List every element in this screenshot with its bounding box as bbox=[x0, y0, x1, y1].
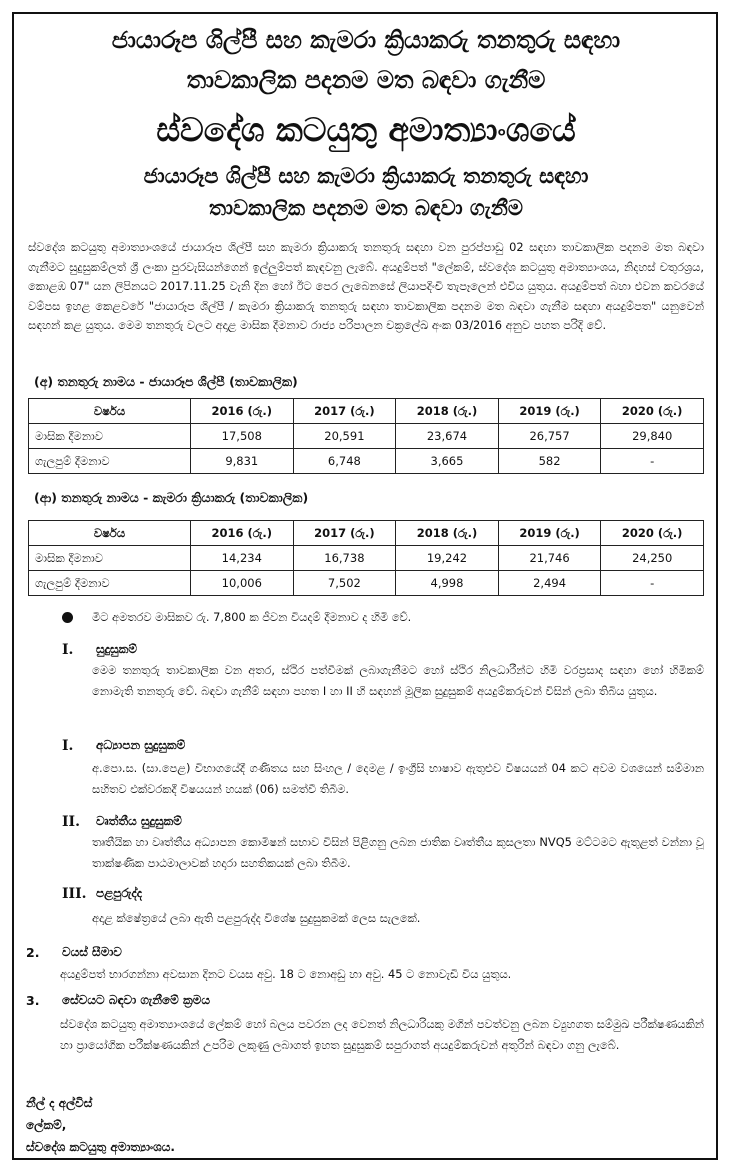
table-cell: 4,998 bbox=[396, 571, 499, 596]
section-4-body: අදාළ ක්ෂේත්‍රයේ ලබා ඇති පළපුරුද්ද විශේෂ සුදුසුකමක් ලෙස සැලකේ. bbox=[92, 911, 421, 925]
table-header-row bbox=[29, 521, 704, 546]
column-header: 2019 (රු.) bbox=[498, 399, 601, 424]
table-cell: 16,738 bbox=[293, 546, 396, 571]
salary-table-camera-operator bbox=[28, 520, 704, 596]
row-label: ගැලපුම් දීමනාව bbox=[29, 449, 191, 474]
bullet-icon bbox=[62, 612, 73, 623]
table-cell: 10,006 bbox=[191, 571, 294, 596]
column-header: 2017 (රු.) bbox=[293, 399, 396, 424]
table-cell: 24,250 bbox=[601, 546, 704, 571]
table-cell: 21,746 bbox=[498, 546, 601, 571]
title-line-2: තාවකාලික පදනම මත බඳවා ගැනීම bbox=[186, 66, 546, 94]
section-6-body: ස්වදේශ කටයුතු අමාත්‍යාංශයේ ලේකම් හෝ බලය පවරන ලද වෙනත් නිලධාරියකු මගින් පවත්වනු ලබන ව්‍යුහගත සම්මුඛ පරීක්ෂණයකින් හා ප්‍රායෝගික පරීක්ෂණයකින් උපරිම ලකුණු ලබාගත් ඉහත සුදුසුකම් සපුරාගත් අයදුම්කරුවන් අතුරින් බඳවා ගනු ලැබේ. bbox=[60, 1017, 704, 1052]
table-cell: 26,757 bbox=[498, 424, 601, 449]
table-header-row bbox=[29, 399, 704, 424]
living-allowance-note: මීට අමතරව මාසිකව රු. 7,800 ක ජීවන වියදම් දීමනාව ද හිමි වේ. bbox=[92, 610, 412, 624]
table-cell: 7,502 bbox=[293, 571, 396, 596]
table-cell: 23,674 bbox=[396, 424, 499, 449]
section-1-title: සුදුසුකම් bbox=[96, 642, 137, 656]
table-cell: 3,665 bbox=[396, 449, 499, 474]
column-header: වර්ෂය bbox=[29, 521, 191, 546]
row-label: ගැලපුම් දීමනාව bbox=[29, 571, 191, 596]
column-header: 2017 (රු.) bbox=[293, 521, 396, 546]
table-cell: 19,242 bbox=[396, 546, 499, 571]
section-3-body: තෘතීයික හා වෘත්තීය අධ්‍යාපන කොමිෂන් සභාව විසින් පිළිගනු ලබන ජාතික වෘත්තීය කුසලතා NVQ5 මට්ටමට ඇතුළත් වන්නා වූ තාක්ෂණික පාඨමාලාවක් හදාරා සහතිකයක් ලබා තිබීම. bbox=[92, 835, 704, 870]
table-cell: 582 bbox=[498, 449, 601, 474]
intro-paragraph: ස්වදේශ කටයුතු අමාත්‍යාංශයේ ජායාරූප ශිල්පී සහ කැමරා ක්‍රියාකරු තනතුරු සඳහා වන පුරප්පාඩු 02 සඳහා තාවකාලික පදනම මත බඳවා ගැනීමට සුදුසුකම්ලත් ශ්‍රී ලංකා පුරවැසියන්ගෙන් ඉල්ලුම්පත් කැඳවනු ලැබේ. අයදුම්පත් "ලේකම්, ස්වදේශ කටයුතු අමාත්‍යාංශය, නිදහස් චතුරශ්‍රය, කොළඹ 07" යන ලිපිනයට 2017.11.25 වැනි දින හෝ ඊට පෙර ලැබෙනසේ ලියාපදිංචි තැපෑලෙන් එවිය යුතුය. අයදුම්පත් බහා එවන කවරයේ වම්පස ඉහළ කෙළවරේ "ජායාරූප ශිල්පී / කැමරා ක්‍රියාකරු තනතුරු සඳහා තාවකාලික පදනම මත බඳවා ගැනීම සඳහා අයදුම්පත" යනුවෙන් සඳහන් කළ යුතුය. මෙම තනතුරු වලට අදාළ මාසික දීමනාව රාජ්‍ය පරිපාලන චක්‍රලේඛ අංක 03/2016 අනුව පහත පරිදි වේ. bbox=[28, 240, 704, 333]
section-5-title: වයස් සීමාව bbox=[62, 945, 122, 959]
section-5-body: අයදුම්පත් භාරගන්නා අවසාන දිනට වයස අවු. 18 ට නොඅඩු හා අවු. 45 ට නොවැඩි විය යුතුය. bbox=[60, 967, 512, 981]
table-cell: 17,508 bbox=[191, 424, 294, 449]
section-6-title: සේවයට බඳවා ගැනීමේ ක්‍රමය bbox=[62, 993, 210, 1007]
subtitle-line-2: තාවකාලික පදනම මත බඳවා ගැනීම bbox=[209, 196, 523, 220]
table-cell: - bbox=[601, 571, 704, 596]
section-3-title: වෘත්තීය සුදුසුකම් bbox=[96, 814, 182, 828]
table-b-heading: (ආ) තනතුරු නාමය - කැමරා ක්‍රියාකරු (තාවකාලික) bbox=[34, 490, 309, 505]
row-label: මාසික දීමනාව bbox=[29, 546, 191, 571]
column-header: 2019 (රු.) bbox=[498, 521, 601, 546]
section-1-body: මෙම තනතුරු තාවකාලික වන අතර, ස්ථිර පත්වීමක් ලබාගැනීමට හෝ ස්ථිර නිලධාරීන්ට හිමි වරප්‍රසාද සඳහා හෝ හිමිකම් නොමැති තනතුරු වේ. බඳවා ගැනීම් සඳහා පහත I හා II හි සඳහන් මූලික සුදුසුකම් අයදුම්කරුවන් විසින් ලබා තිබිය යුතුය. bbox=[92, 663, 704, 698]
column-header: 2018 (රු.) bbox=[396, 399, 499, 424]
section-1-number: I. bbox=[62, 642, 74, 658]
table-cell: 2,494 bbox=[498, 571, 601, 596]
section-3-number: II. bbox=[62, 814, 80, 830]
table-cell: 14,234 bbox=[191, 546, 294, 571]
table-cell: - bbox=[601, 449, 704, 474]
column-header: 2018 (රු.) bbox=[396, 521, 499, 546]
ministry-title: ස්වදේශ කටයුතු අමාත්‍යාංශයේ bbox=[156, 110, 576, 149]
section-2-body: අ.පො.ස. (සා.පෙළ) විභාගයේදී ගණිතය සහ සිංහල / දෙමළ / ඉංග්‍රීසි භාෂාව ඇතුළුව විෂයයන් 04 කට අවම වශයෙන් සම්මාන සහිතව එක්වරකදී විෂයයන් හයක් (06) සමත්වී තිබීම. bbox=[92, 761, 704, 796]
column-header: වර්ෂය bbox=[29, 399, 191, 424]
title-line-1: ජායාරූප ශිල්පී සහ කැමරා ක්‍රියාකරු තනතුරු සඳහා bbox=[111, 26, 621, 54]
table-cell: 29,840 bbox=[601, 424, 704, 449]
table-row bbox=[29, 449, 704, 474]
row-label: මාසික දීමනාව bbox=[29, 424, 191, 449]
column-header: 2020 (රු.) bbox=[601, 521, 704, 546]
signatory-office: ස්වදේශ කටයුතු අමාත්‍යාංශය. bbox=[26, 1140, 175, 1154]
section-4-number: III. bbox=[62, 886, 87, 902]
salary-table-photographer bbox=[28, 398, 704, 474]
section-2-title: අධ්‍යාපන සුදුසුකම් bbox=[96, 738, 186, 752]
table-row bbox=[29, 424, 704, 449]
signatory-designation: ලේකම්, bbox=[26, 1118, 67, 1132]
section-4-title: පළපුරුද්ද bbox=[96, 886, 143, 900]
section-5-number: 2. bbox=[26, 945, 40, 960]
subtitle-line-1: ජායාරූප ශිල්පී සහ කැමරා ක්‍රියාකරු තනතුරු සඳහා bbox=[143, 164, 589, 188]
signatory-name: නීල් ද අල්විස් bbox=[26, 1096, 93, 1110]
table-row bbox=[29, 571, 704, 596]
column-header: 2016 (රු.) bbox=[191, 399, 294, 424]
table-cell: 9,831 bbox=[191, 449, 294, 474]
table-a-heading: (අ) තනතුරු නාමය - ජායාරූප ශිල්පී (තාවකාලික) bbox=[34, 374, 298, 389]
section-6-number: 3. bbox=[26, 993, 40, 1008]
table-row bbox=[29, 546, 704, 571]
column-header: 2016 (රු.) bbox=[191, 521, 294, 546]
table-cell: 20,591 bbox=[293, 424, 396, 449]
column-header: 2020 (රු.) bbox=[601, 399, 704, 424]
table-cell: 6,748 bbox=[293, 449, 396, 474]
section-2-number: I. bbox=[62, 738, 74, 754]
